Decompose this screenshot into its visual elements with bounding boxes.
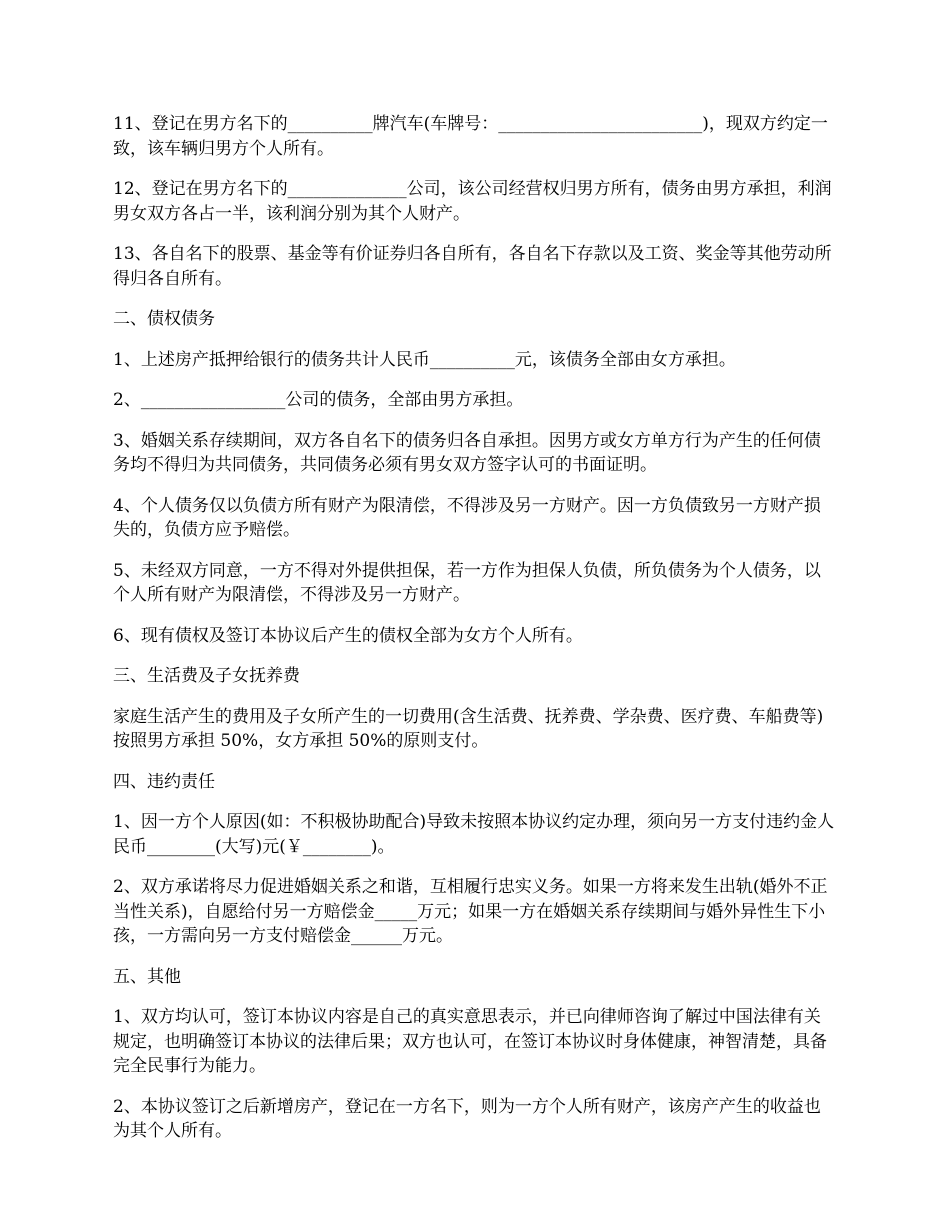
clause-11-vehicle: 11、登记在男方名下的__________牌汽车(车牌号：________________________)，现双方约定一致，该车辆归男方个人所有。 — [113, 114, 828, 159]
section-heading-other: 五、其他 — [113, 966, 181, 987]
breach-clause-2: 2、双方承诺将尽力促进婚姻关系之和谐，互相履行忠实义务。如果一方将来发生出轨(婚外不正当性关系)，自愿给付另一方赔偿金_____万元；如果一方在婚姻关系存续期间与婚外异性生下小孩，一方需向另一方支付赔偿金______万元。 — [113, 877, 828, 946]
debt-clause-1: 1、上述房产抵押给银行的债务共计人民币__________元，该债务全部由女方承担。 — [113, 349, 736, 370]
debt-clause-6: 6、现有债权及签订本协议后产生的债权全部为女方个人所有。 — [113, 625, 583, 646]
clause-13-securities: 13、各自名下的股票、基金等有价证券归各自所有，各自名下存款以及工资、奖金等其他劳动所得归各自所有。 — [113, 244, 832, 289]
debt-clause-5: 5、未经双方同意，一方不得对外提供担保，若一方作为担保人负债，所负债务为个人债务，以个人所有财产为限清偿，不得涉及另一方财产。 — [113, 560, 821, 605]
living-expenses-clause: 家庭生活产生的费用及子女所产生的一切费用(含生活费、抚养费、学杂费、医疗费、车船费等)按照男方承担 50%，女方承担 50%的原则支付。 — [113, 706, 824, 751]
section-heading-breach: 四、违约责任 — [113, 771, 215, 792]
section-heading-living-expenses: 三、生活费及子女抚养费 — [113, 666, 300, 686]
section-heading-debts: 二、债权债务 — [113, 309, 215, 329]
debt-clause-2: 2、_________________公司的债务，全部由男方承担。 — [113, 390, 524, 410]
document-body — [113, 112, 837, 1160]
debt-clause-3: 3、婚姻关系存续期间，双方各自名下的债务归各自承担。因男方或女方单方行为产生的任何债务均不得归为共同债务，共同债务必须有男女双方签字认可的书面证明。 — [113, 430, 821, 475]
debt-clause-4: 4、个人债务仅以负债方所有财产为限清偿，不得涉及另一方财产。因一方负债致另一方财产损失的，负债方应予赔偿。 — [113, 495, 821, 540]
clause-12-company: 12、登记在男方名下的______________公司，该公司经营权归男方所有，债务由男方承担，利润男女双方各占一半，该利润分别为其个人财产。 — [113, 179, 832, 224]
breach-clause-1: 1、因一方个人原因(如：不积极协助配合)导致未按照本协议约定办理，须向另一方支付违约金人民币________(大写)元(￥________)。 — [113, 812, 835, 857]
other-clause-1: 1、双方均认可，签订本协议内容是自己的真实意思表示，并已向律师咨询了解过中国法律有关规定，也明确签订本协议的法律后果；双方也认可，在签订本协议时身体健康，神智清楚，具备完全民事行为能力。 — [113, 1007, 827, 1076]
other-clause-2: 2、本协议签订之后新增房产，登记在一方名下，则为一方个人所有财产，该房产产生的收益也为其个人所有。 — [113, 1096, 821, 1141]
